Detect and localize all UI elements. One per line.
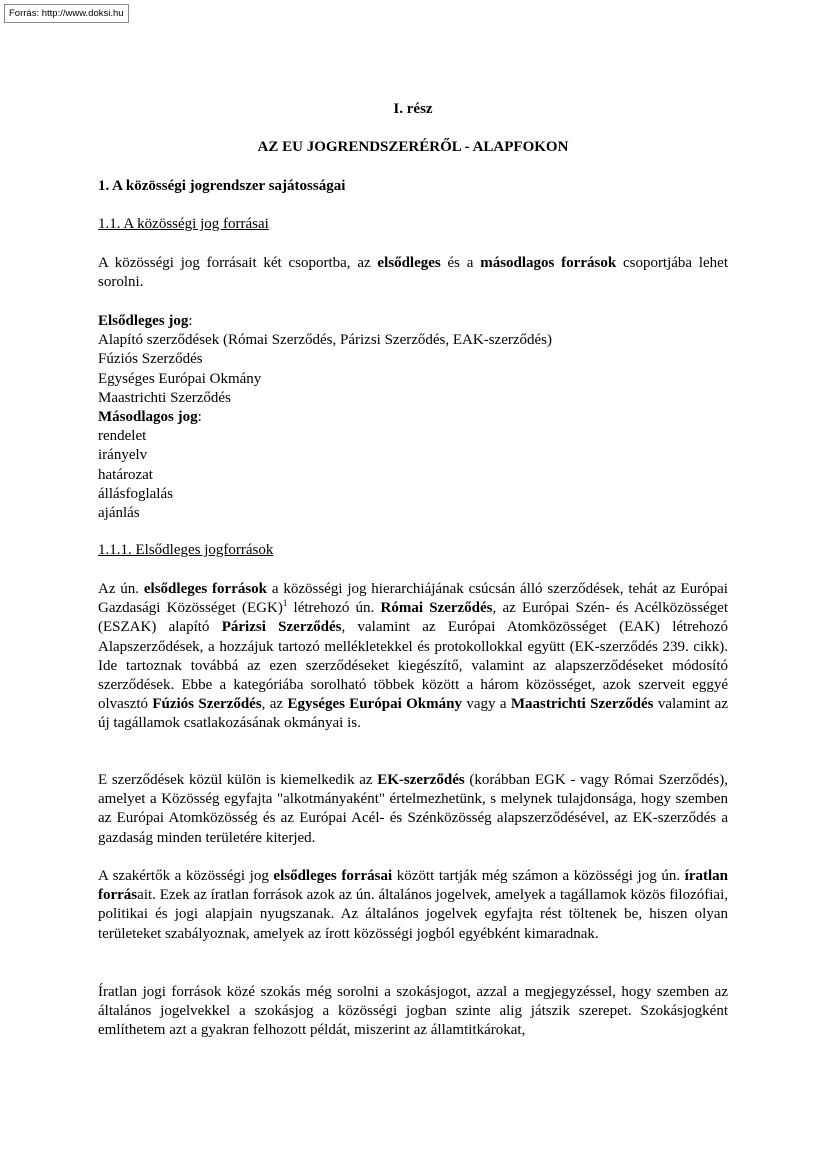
- bold-term: elsődleges: [377, 255, 441, 271]
- text-run: vagy a: [462, 696, 511, 713]
- text-run: Az ún.: [98, 581, 144, 597]
- list-item: Fúziós Szerződés: [98, 351, 203, 368]
- bold-term: Maastrichti Szerződés: [510, 696, 654, 713]
- intro-paragraph: [98, 254, 728, 292]
- bold-term: Római Szerződés: [380, 600, 493, 617]
- text-run: (korábban EGK - vagy Római Szerződés), amelyet a Közösség egyfajta "alkotmányaként" értelmezhetünk, s melynek tulajdonsága, hogy szemben az Európai Atomközösség és az Európai Acél- és Szénközösség alapszerződésével, az EK-szerződés a gazdaság minden területére kiterjed.: [98, 772, 729, 846]
- bold-term: másodlagos források: [480, 255, 617, 271]
- part-title: I. rész: [393, 101, 433, 117]
- primary-law-heading: [98, 312, 552, 331]
- text-run: ait. Ezek az íratlan források azok az ún. általános jogelvek, amelyek a tagállamok közös filozófiai, politikai és jogi alapjain nyugszanak. Az általános jogelvek egyfajta rést töltenek be, hiszen olyan területeket szabályoznak, amelyek az írott közösségi jogból egyébként kimaradnak.: [98, 887, 728, 942]
- text-run: A szakértők a közösségi jog: [98, 868, 274, 884]
- bold-term: elsődleges források: [143, 581, 268, 597]
- law-sources-list: [98, 312, 552, 523]
- text-run: Íratlan jogi források közé szokás még sorolni a szokásjogot, azzal a megjegyzéssel, hogy szemben az általános jogelvekkel a szokásjog a közösségi jogban szinte alig játszik szerepet. Szokásjogként említhetem azt a gyakran felhozott példát, miszerint az államtitkárokat,: [98, 984, 728, 1039]
- list-item: irányelv: [98, 447, 148, 464]
- text-run: , az Európai Szén- és Acélközösséget (ESZAK) alapító: [98, 600, 729, 636]
- text-run: , az: [261, 696, 288, 713]
- text-run: valamint az új tagállamok csatlakozásának okmányai is.: [98, 696, 728, 732]
- bold-term: Fúziós Szerződés: [152, 696, 262, 713]
- subsubsection-heading: 1.1.1. Elsődleges jogforrások: [98, 542, 274, 558]
- list-item: határozat: [98, 466, 153, 483]
- list-item: rendelet: [98, 428, 147, 445]
- text-run: létrehozó ún.: [287, 600, 381, 617]
- list-item: Alapító szerződések (Római Szerződés, Párizsi Szerződés, EAK-szerződés): [98, 332, 552, 349]
- subsection-heading: 1.1. A közösségi jog forrásai: [98, 216, 269, 232]
- list-heading: Másodlagos jog: [98, 408, 198, 425]
- bold-term: elsődleges forrásai: [273, 868, 393, 884]
- paragraph-ek-treaty: [98, 771, 728, 848]
- footnote-marker: 1: [282, 598, 288, 609]
- bold-term: EK-szerződés: [377, 772, 465, 788]
- text-run: A közösségi jog forrásait két csoportba, az: [98, 255, 378, 271]
- bold-term: Egységes Európai Okmány: [287, 696, 462, 713]
- list-item: ajánlás: [98, 504, 140, 521]
- list-item: Egységes Európai Okmány: [98, 370, 262, 387]
- list-item: Maastrichti Szerződés: [98, 389, 231, 406]
- text-run: a közösségi jog hierarchiájának csúcsán álló szerződések, tehát az Európai Gazdasági Közösséget (EGK): [98, 581, 728, 617]
- colon: :: [188, 313, 193, 329]
- bold-term: Párizsi Szerződés: [221, 619, 342, 636]
- colon: :: [197, 408, 202, 425]
- main-title: AZ EU JOGRENDSZERÉRŐL - ALAPFOKON: [257, 139, 569, 155]
- text-run: E szerződések közül külön is kiemelkedik az: [98, 772, 378, 788]
- paragraph-unwritten-sources: [98, 867, 728, 944]
- bold-term: íratlan forrás: [98, 868, 728, 904]
- section-heading: 1. A közösségi jogrendszer sajátosságai: [98, 178, 346, 194]
- text-run: csoportjába lehet sorolni.: [98, 255, 729, 291]
- list-heading: Elsődleges jog: [98, 313, 189, 329]
- text-run: között tartják még számon a közösségi jog ún.: [392, 868, 685, 884]
- text-run: és a: [440, 255, 481, 271]
- secondary-law-heading: [98, 408, 552, 427]
- paragraph-primary-sources: [98, 580, 728, 734]
- text-run: , valamint az Európai Atomközösséget (EAK) létrehozó Alapszerződések, a hozzájuk tartozó mellékletekkel és protokollokkal együtt (EK-szerződés 239. cikk). Ide tartoznak továbbá az ezen szerződéseket kiegészítő, valamint az alapszerződéseket módosító szerződések. Ebbe a kategóriába sorolható többek között a három közösséget, azok szerveit eggyé olvasztó: [98, 619, 728, 713]
- list-item: állásfoglalás: [98, 485, 173, 502]
- paragraph-customary-law: [98, 983, 728, 1041]
- source-label: Forrás: http://www.doksi.hu: [4, 4, 129, 23]
